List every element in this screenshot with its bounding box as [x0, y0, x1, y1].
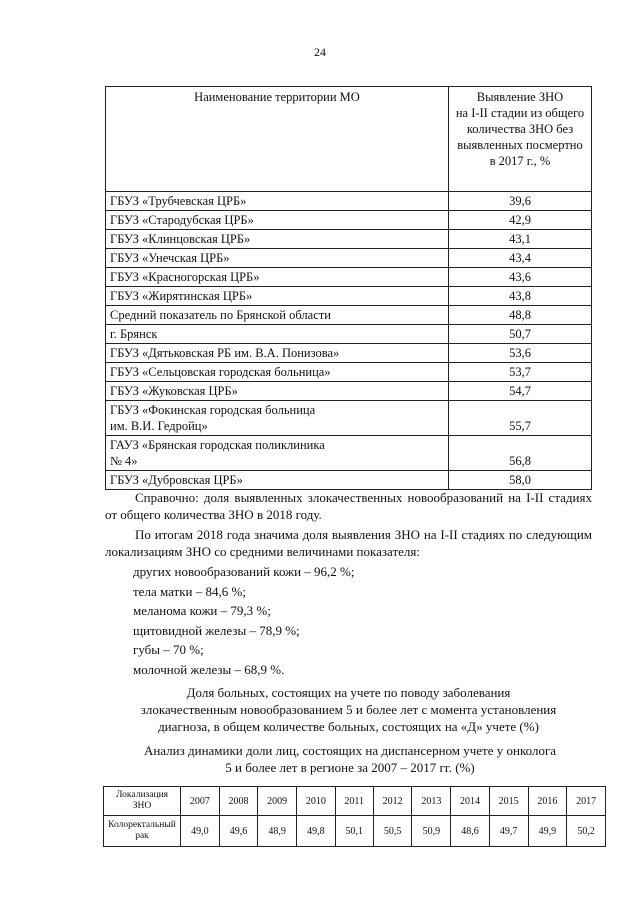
territory-name: ГБУЗ «Унечская ЦРБ» [106, 249, 449, 268]
territory-name: ГБУЗ «Жирятинская ЦРБ» [106, 287, 449, 306]
year-header: 2010 [297, 787, 336, 816]
analysis-heading-line: 5 и более лет в регионе за 2007 – 2017 гг. (%) [225, 760, 475, 775]
table-row [106, 287, 592, 306]
detection-value: 56,8 [449, 436, 592, 471]
year-value: 49,6 [219, 816, 258, 847]
territory-name-line: ГБУЗ «Фокинская городская больница [110, 403, 316, 417]
territory-name: ГБУЗ «Красногорская ЦРБ» [106, 268, 449, 287]
header-value-line: выявленных посмертно [457, 138, 583, 152]
analysis-heading-line: Анализ динамики доли лиц, состоящих на диспансерном учете у онколога [143, 743, 557, 758]
section-heading-line: диагноза, в общем количестве больных, состоящих на «Д» учете (%) [158, 719, 539, 734]
header-territory: Наименование территории МО [106, 87, 449, 192]
territory-name-line: им. В.И. Гедройц» [110, 419, 208, 433]
list-item: других новообразований кожи – 96,2 %; [133, 564, 355, 579]
reference-paragraph: Справочно: доля выявленных злокачественных новообразований на I-II стадиях от общего количества ЗНО в 2018 году. [105, 490, 592, 522]
table-row [106, 382, 592, 401]
list-item: губы – 70 %; [133, 642, 204, 657]
territory-name: ГБУЗ «Стародубская ЦРБ» [106, 211, 449, 230]
year-value: 49,9 [528, 816, 567, 847]
detection-value: 53,7 [449, 363, 592, 382]
year-header: 2011 [335, 787, 373, 816]
territory-name: ГБУЗ «Сельцовская городская больница» [106, 363, 449, 382]
table-row [106, 268, 592, 287]
dynamics-table [103, 786, 606, 847]
year-header: 2013 [412, 787, 451, 816]
territory-name: г. Брянск [106, 325, 449, 344]
territory-name [106, 401, 449, 436]
year-value: 50,2 [567, 816, 606, 847]
header-detection-rate [449, 87, 592, 192]
dynamics-data-row [104, 816, 606, 847]
year-header: 2012 [373, 787, 412, 816]
year-value: 49,7 [489, 816, 528, 847]
list-item: молочной железы – 68,9 %. [133, 661, 285, 677]
year-header: 2017 [567, 787, 606, 816]
detection-value: 43,4 [449, 249, 592, 268]
detection-value: 50,7 [449, 325, 592, 344]
territory-name: ГБУЗ «Жуковская ЦРБ» [106, 382, 449, 401]
list-item: меланома кожи – 79,3 %; [133, 603, 271, 618]
section-heading-line: Доля больных, состоящих на учете по поводу заболевания [186, 685, 511, 700]
table-row [106, 192, 592, 211]
year-header: 2008 [219, 787, 258, 816]
table-row [106, 230, 592, 249]
year-value: 50,9 [412, 816, 451, 847]
table-row [106, 325, 592, 344]
localization-list [133, 562, 355, 679]
year-header: 2014 [451, 787, 490, 816]
header-value-line: на I-II стадии из общего [455, 106, 585, 120]
detection-value: 42,9 [449, 211, 592, 230]
section-heading [105, 684, 592, 735]
table-row [106, 471, 592, 490]
localization-label: Колоректальный рак [104, 816, 181, 847]
territory-name-line: № 4» [110, 454, 138, 468]
table-row [106, 363, 592, 382]
detection-value: 43,8 [449, 287, 592, 306]
page-number: 24 [314, 45, 326, 59]
year-value: 48,6 [451, 816, 490, 847]
year-value: 49,8 [297, 816, 336, 847]
territory-name: ГБУЗ «Клинцовская ЦРБ» [106, 230, 449, 249]
table-header-row [106, 87, 592, 192]
territory-name: ГБУЗ «Дятьковская РБ им. В.А. Понизова» [106, 344, 449, 363]
table-row [106, 344, 592, 363]
localization-header: Локализация ЗНО [104, 787, 181, 816]
year-header: 2007 [181, 787, 220, 816]
detection-value: 55,7 [449, 401, 592, 436]
analysis-heading [100, 742, 600, 776]
table-row [106, 211, 592, 230]
year-header: 2009 [258, 787, 297, 816]
year-value: 49,0 [181, 816, 220, 847]
table-row [106, 401, 592, 436]
detection-value: 43,6 [449, 268, 592, 287]
year-value: 50,5 [373, 816, 412, 847]
detection-value: 53,6 [449, 344, 592, 363]
list-item: щитовидной железы – 78,9 %; [133, 622, 300, 638]
territory-name-line: ГАУЗ «Брянская городская поликлиника [110, 438, 325, 452]
detection-value: 48,8 [449, 306, 592, 325]
detection-value: 43,1 [449, 230, 592, 249]
territory-name: Средний показатель по Брянской области [106, 306, 449, 325]
header-value-line: количества ЗНО без [466, 122, 574, 136]
year-value: 50,1 [335, 816, 373, 847]
year-header: 2015 [489, 787, 528, 816]
dynamics-header-row [104, 787, 606, 816]
table-row [106, 249, 592, 268]
results-paragraph: По итогам 2018 года значима доля выявления ЗНО на I-II стадиях по следующим локализациям ЗНО со средними величинами показателя: [105, 527, 592, 559]
detection-value: 58,0 [449, 471, 592, 490]
section-heading-line: злокачественным новообразованием 5 и более лет с момента установления [140, 702, 557, 717]
territory-name [106, 436, 449, 471]
table-row [106, 306, 592, 325]
year-header: 2016 [528, 787, 567, 816]
header-value-line: Выявление ЗНО [476, 90, 564, 104]
detection-value: 54,7 [449, 382, 592, 401]
territory-name: ГБУЗ «Трубчевская ЦРБ» [106, 192, 449, 211]
detection-value: 39,6 [449, 192, 592, 211]
territory-name: ГБУЗ «Дубровская ЦРБ» [106, 471, 449, 490]
year-value: 48,9 [258, 816, 297, 847]
list-item: тела матки – 84,6 %; [133, 583, 246, 599]
detection-table [105, 86, 592, 490]
table-row [106, 436, 592, 471]
header-value-line: в 2017 г., % [489, 154, 551, 168]
